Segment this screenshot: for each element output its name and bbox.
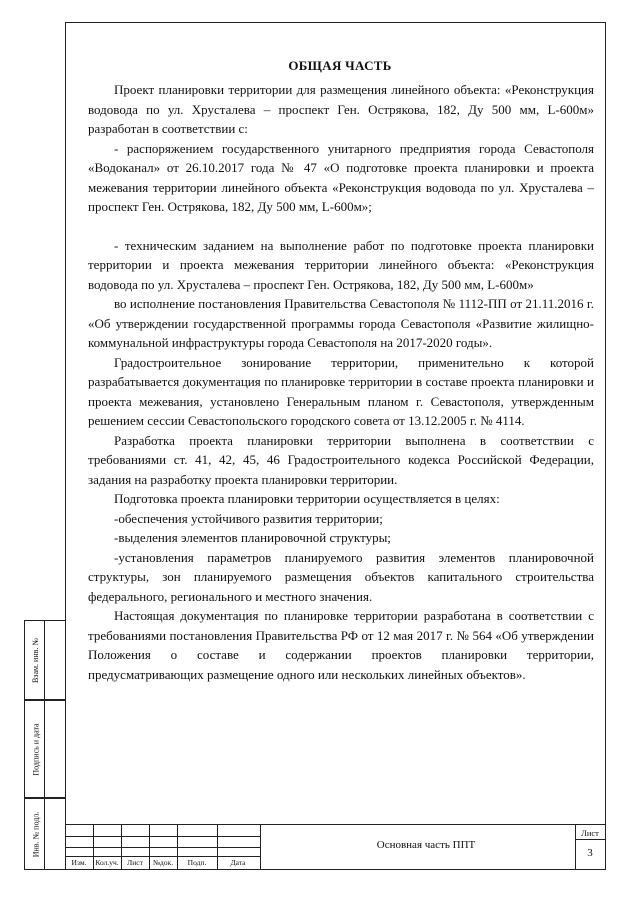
paragraph-resolution: во исполнение постановления Правительства Севастополя № 1112-ПП от 21.11.2016 г. «Об утверждении государственной программы города Севастополя «Развитие жилищно-коммунальной инфраструктуры города Севастополя на 2017-2020 годы». — [88, 296, 594, 350]
side-label-inventory: Инв. № подл. — [31, 811, 41, 857]
paragraph-technical-task: - техническим заданием на выполнение работ по подготовке проекта планировки территории и проекта межевания территории линейного объекта: «Реконструкция водовода по ул. Хрусталева – проспект Ген. Острякова, 182, Ду 500 мм, L-600м» — [88, 237, 594, 292]
column-sheet: Лист — [127, 858, 143, 867]
paragraph-zoning: Градостроительное зонирование территории, применительно к которой разрабатывается документация по планировке территории в составе проекта планировки и проекта межевания, установлено Генеральным планом г. Севастополя, утвержденным решением сессии Севастопольского городского совета от 13.12.2005 г. № 4114. — [88, 354, 594, 428]
paragraph-conclusion: Настоящая документация по планировке территории разработана в соответствии с требованиями постановления Правительства РФ от 12 мая 2017 г. № 564 «Об утверждении Положения о составе и содержании проектов планировки территории, предусматривающих размещение одного или нескольких линейных объектов». — [88, 608, 594, 682]
column-qty: Кол.уч. — [95, 858, 119, 867]
document-body — [88, 80, 594, 684]
paragraph-order: - распоряжением государственного унитарного предприятия города Севастополя «Водоканал» от 26.10.2017 года № 47 «О подготовке проекта планировки и проекта межевания территории линейного объекта «Реконструкция водовода по ул. Хрусталева – проспект Ген. Острякова, 182, Ду 500 мм, L-600м»; — [88, 140, 594, 214]
paragraph-goals: Подготовка проекта планировки территории осуществляется в целях: — [114, 491, 500, 506]
goal-item-sustainable: -обеспечения устойчивого развития территории; — [114, 510, 383, 526]
sheet-number: 3 — [587, 847, 593, 859]
paragraph-intro: Проект планировки территории для размещения линейного объекта: «Реконструкция водовода по ул. Хрусталева – проспект Ген. Острякова, 182, Ду 500 мм, L-600м» разработан в соответствии с: — [88, 82, 594, 136]
goal-item-allocation: -выделения элементов планировочной структуры; — [114, 530, 391, 545]
page-heading: ОБЩАЯ ЧАСТЬ — [288, 58, 392, 73]
title-block — [65, 824, 606, 870]
column-doc-number: №док. — [152, 858, 174, 867]
column-signature: Подп. — [187, 858, 207, 867]
column-change: Изм. — [71, 858, 87, 867]
side-stamp-signature — [24, 700, 65, 798]
paragraph-development: Разработка проекта планировки территории выполнена в соответствии с требованиями ст. 41, 42, 45, 46 Градостроительного кодекса Российской Федерации, задания на разработку проекта планировки территории. — [88, 432, 594, 487]
column-date: Дата — [230, 858, 246, 867]
stamp-document-title: Основная часть ППТ — [376, 839, 476, 851]
side-stamp-approval — [24, 620, 65, 700]
side-label-signature-date: Подпись и дата — [31, 722, 41, 776]
goal-item-parameters: -установления параметров планируемого развития элементов планировочной структуры, зон планируемого размещения объектов капитального строительства федерального, регионального и местного значения. — [88, 549, 594, 604]
side-label-replacement: Взам. инв. № — [31, 637, 41, 683]
sheet-label: Лист — [581, 828, 599, 838]
